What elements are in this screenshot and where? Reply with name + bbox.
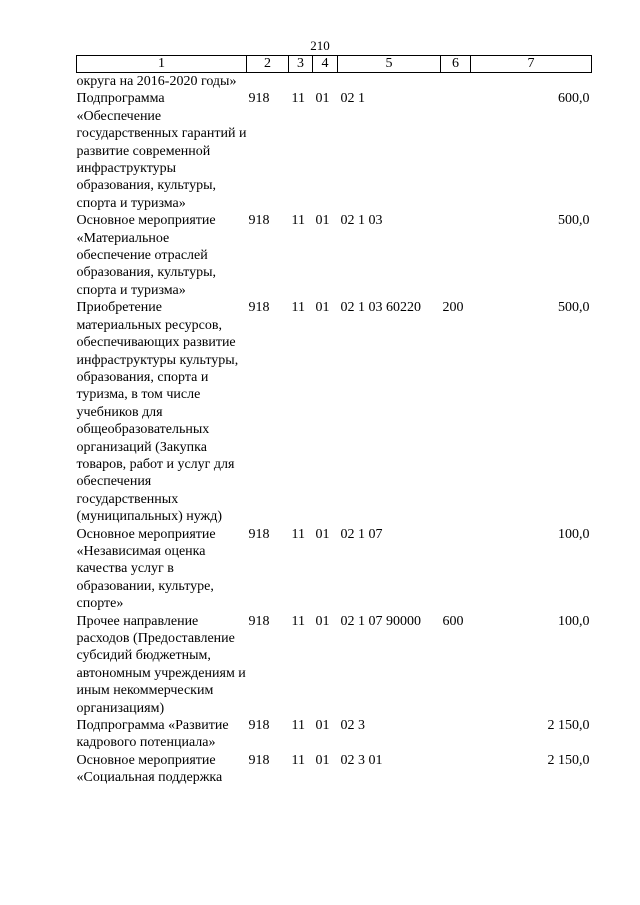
row-expense-type bbox=[441, 212, 471, 299]
row-subsection: 01 bbox=[315, 613, 330, 629]
row-sum bbox=[471, 73, 592, 91]
row-expense-type: 200 bbox=[442, 300, 464, 316]
row-section: 11 bbox=[291, 300, 305, 316]
column-header-6: 6 bbox=[441, 56, 471, 73]
row-name: Приобретение материальных ресурсов, обеспечивающих развитие инфраструктуры культуры, образования, спорта и туризма, в том числе учебников для общеобразовательных организаций (Закупка товаров, работ и услуг для обеспечения государственных (муниципальных) нужд) bbox=[76, 300, 239, 525]
row-sum: 100,0 bbox=[558, 613, 590, 629]
row-admin-code: 918 bbox=[248, 718, 270, 734]
column-header-1: 1 bbox=[77, 56, 247, 73]
column-header-2: 2 bbox=[247, 56, 289, 73]
row-expense-type bbox=[441, 752, 471, 787]
row-admin-code: 918 bbox=[248, 613, 270, 629]
row-admin-code: 918 bbox=[248, 526, 270, 542]
row-admin-code: 918 bbox=[248, 300, 270, 316]
row-expense-type: 600 bbox=[442, 613, 464, 629]
row-section: 11 bbox=[291, 718, 305, 734]
row-section: 11 bbox=[291, 613, 305, 629]
row-sum: 500,0 bbox=[558, 213, 590, 229]
row-subsection bbox=[313, 73, 338, 91]
page-number: 210 bbox=[310, 38, 330, 53]
table-row bbox=[77, 526, 592, 613]
row-target-article: 02 1 03 60220 bbox=[340, 300, 421, 316]
row-sum: 100,0 bbox=[558, 526, 590, 542]
row-expense-type bbox=[441, 526, 471, 613]
row-section: 11 bbox=[291, 526, 305, 542]
row-name: Подпрограмма «Развитие кадрового потенциала» bbox=[76, 718, 229, 751]
table-row bbox=[77, 212, 592, 299]
row-section: 11 bbox=[291, 91, 305, 107]
table-row bbox=[77, 73, 592, 91]
table-row bbox=[77, 752, 592, 787]
row-target-article: 02 1 07 bbox=[340, 526, 383, 542]
row-section: 11 bbox=[291, 752, 305, 768]
row-expense-type bbox=[441, 717, 471, 752]
row-target-article: 02 1 bbox=[340, 91, 365, 107]
row-admin-code bbox=[247, 73, 289, 91]
row-target-article: 02 1 07 90000 bbox=[340, 613, 421, 629]
row-target-article: 02 3 01 bbox=[340, 752, 383, 768]
table-row bbox=[77, 613, 592, 717]
row-target-article: 02 3 bbox=[340, 718, 365, 734]
column-header-3: 3 bbox=[289, 56, 313, 73]
row-subsection: 01 bbox=[315, 752, 330, 768]
row-section: 11 bbox=[291, 213, 305, 229]
row-admin-code: 918 bbox=[248, 91, 270, 107]
row-name: округа на 2016-2020 годы» bbox=[76, 74, 237, 89]
row-name: Подпрограмма «Обеспечение государственных гарантий и развитие современной инфраструктуры образования, культуры, спорта и туризма» bbox=[76, 91, 247, 211]
row-admin-code: 918 bbox=[248, 752, 270, 768]
budget-table bbox=[76, 55, 592, 787]
table-row bbox=[77, 90, 592, 212]
row-name: Прочее направление расходов (Предоставление субсидий бюджетным, автономным учреждениям и иным некоммерческим организациям) bbox=[76, 613, 246, 716]
row-subsection: 01 bbox=[315, 213, 330, 229]
row-section bbox=[289, 73, 313, 91]
row-target-article bbox=[338, 73, 441, 91]
column-header-5: 5 bbox=[338, 56, 441, 73]
row-subsection: 01 bbox=[315, 526, 330, 542]
row-subsection: 01 bbox=[315, 91, 330, 107]
row-sum: 600,0 bbox=[558, 91, 590, 107]
row-sum: 500,0 bbox=[558, 300, 590, 316]
row-name: Основное мероприятие «Независимая оценка качества услуг в образовании, культуре, спорте» bbox=[76, 526, 216, 612]
row-expense-type bbox=[441, 90, 471, 212]
row-sum: 2 150,0 bbox=[547, 718, 590, 734]
table-header bbox=[77, 56, 592, 73]
column-header-7: 7 bbox=[471, 56, 592, 73]
row-subsection: 01 bbox=[315, 300, 330, 316]
row-name: Основное мероприятие «Социальная поддержка bbox=[76, 752, 223, 786]
table-row bbox=[77, 717, 592, 752]
row-expense-type bbox=[441, 73, 471, 91]
row-target-article: 02 1 03 bbox=[340, 213, 383, 229]
row-name: Основное мероприятие «Материальное обеспечение отраслей образования, культуры, спорта и туризма» bbox=[76, 213, 217, 298]
table-row bbox=[77, 299, 592, 525]
row-admin-code: 918 bbox=[248, 213, 270, 229]
column-header-4: 4 bbox=[313, 56, 338, 73]
row-sum: 2 150,0 bbox=[547, 752, 590, 768]
row-subsection: 01 bbox=[315, 718, 330, 734]
